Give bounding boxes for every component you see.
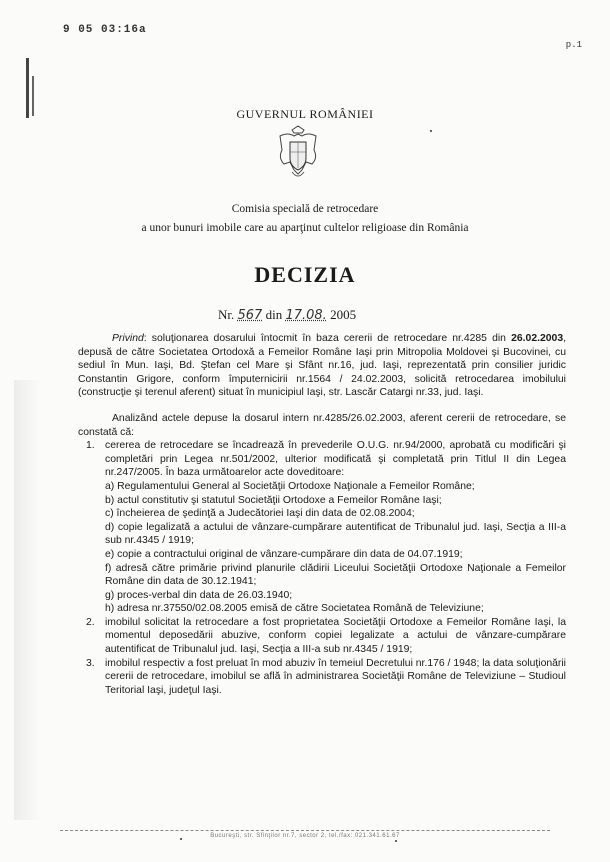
finding-item <box>78 657 566 698</box>
preamble-paragraph <box>78 332 566 400</box>
footer-address: Bucureşti, str. Sfinţilor nr.7, sector 2, tel./fax: 021.341.61.67 <box>210 833 400 839</box>
fax-header: 9 05 03:16a <box>63 24 147 36</box>
documents-list <box>105 480 566 616</box>
finding-text: imobilul solicitat la retrocedare a fost proprietatea Societăţii Ortodoxe a Femeilor Române Iaşi, la momentul deposedării abuzive, conform copiei legalizate a actului de vânzare-cumpărare autentificat de Tribunalul jud. Iaşi, Secţia a III-a sub nr.4345 / 1919; <box>105 616 566 656</box>
scan-speck <box>180 838 182 840</box>
page-number: p.1 <box>565 40 582 50</box>
government-title: GUVERNUL ROMÂNIEI <box>236 107 374 121</box>
number-prefix: Nr. <box>218 307 235 322</box>
footer-divider <box>60 830 550 831</box>
document-body <box>78 332 566 697</box>
document-item: d) copie legalizată a actului de vânzare-cumpărare autentificat de Tribunalul jud. Iaşi, Secţia a III-a sub nr.4345 / 1919; <box>105 521 566 547</box>
preamble-lead: Privind <box>112 333 144 344</box>
number-value: 567 <box>237 308 263 323</box>
scan-speck <box>395 840 397 842</box>
scan-shadow <box>14 380 40 820</box>
commission-line-2: a unor bunuri imobile care au aparţinut cultelor religioase din România <box>141 222 469 234</box>
finding-number: 1. <box>86 440 95 452</box>
number-year: 2005 <box>330 307 357 322</box>
document-item: e) copie a contractului original de vânzare-cumpărare din data de 04.07.1919; <box>105 548 463 560</box>
document-item: h) adresa nr.37550/02.08.2005 emisă de către Societatea Română de Televiziune; <box>105 603 484 615</box>
decision-number <box>218 307 356 323</box>
preamble-date: 26.02.2003 <box>511 333 564 344</box>
preamble-text-b: , depusă de către Societatea Ortodoxă a Femeilor Române Iaşi prin Mitropolia Moldovei şi Bucovinei, cu sediul în Mun. Iaşi, Bd. Ştefan cel Mare şi Sfânt nr.16, jud. Iaşi, reprezentată prin consilier juridic Constantin Grigore, conform împuternicirii nr.1564 / 24.02.2003, solicită retrocedarea imobilului (construcţie şi terenul aferent) situat în municipiul Iaşi, str. Lascăr Catargi nr.33, jud. Iaşi. <box>78 333 566 399</box>
document-item: f) adresă către primărie privind planurile clădirii Liceului Societăţii Ortodoxe Naţionale a Femeilor Române din data de 30.12.1941; <box>105 562 566 588</box>
number-middle: din <box>265 307 283 322</box>
findings-list <box>78 439 566 697</box>
document-title: DECIZIA <box>254 262 356 287</box>
finding-text: imobilul respectiv a fost preluat în mod abuziv în temeiul Decretului nr.176 / 1948; la data soluţionării cererii de retrocedare, imobilul se află în administrarea Societăţii Române de Televiziune – Studioul Teritorial Iaşi, judeţul Iaşi. <box>105 657 566 696</box>
commission-line-1: Comisia specială de retrocedare <box>231 203 379 215</box>
document-item: b) actul constitutiv şi statutul Societăţii Ortodoxe a Femeilor Române Iaşi; <box>105 494 442 506</box>
finding-number: 3. <box>86 657 95 669</box>
number-date: 17.08. <box>285 308 327 323</box>
preamble-text-a: : soluţionarea dosarului întocmit în baza cererii de retrocedare nr.4285 din <box>143 333 512 344</box>
analysis-paragraph: Analizând actele depuse la dosarul intern nr.4285/26.02.2003, aferent cererii de retrocedare, se constată că: <box>78 412 566 438</box>
finding-number: 2. <box>86 616 95 628</box>
document-item: c) încheierea de şedinţă a Judecătoriei Iaşi din data de 02.08.2004; <box>105 508 415 520</box>
document-item: a) Regulamentului General al Societăţii Ortodoxe Naţionale a Femeilor Române; <box>105 480 475 492</box>
finding-text: cererea de retrocedare se încadrează în prevederile O.U.G. nr.94/2000, aprobată cu modificări şi completări prin Legea nr.501/2002, ulterior modificată şi completată prin Titlul II din Legea nr.247/2005. În baza următoarelor acte doveditoare: <box>105 440 566 479</box>
finding-item <box>78 439 566 616</box>
scan-speck <box>430 130 432 132</box>
coat-of-arms-icon <box>274 124 322 184</box>
commission-name <box>0 200 610 238</box>
document-item: g) proces-verbal din data de 26.03.1940; <box>105 589 293 601</box>
finding-item <box>78 616 566 657</box>
